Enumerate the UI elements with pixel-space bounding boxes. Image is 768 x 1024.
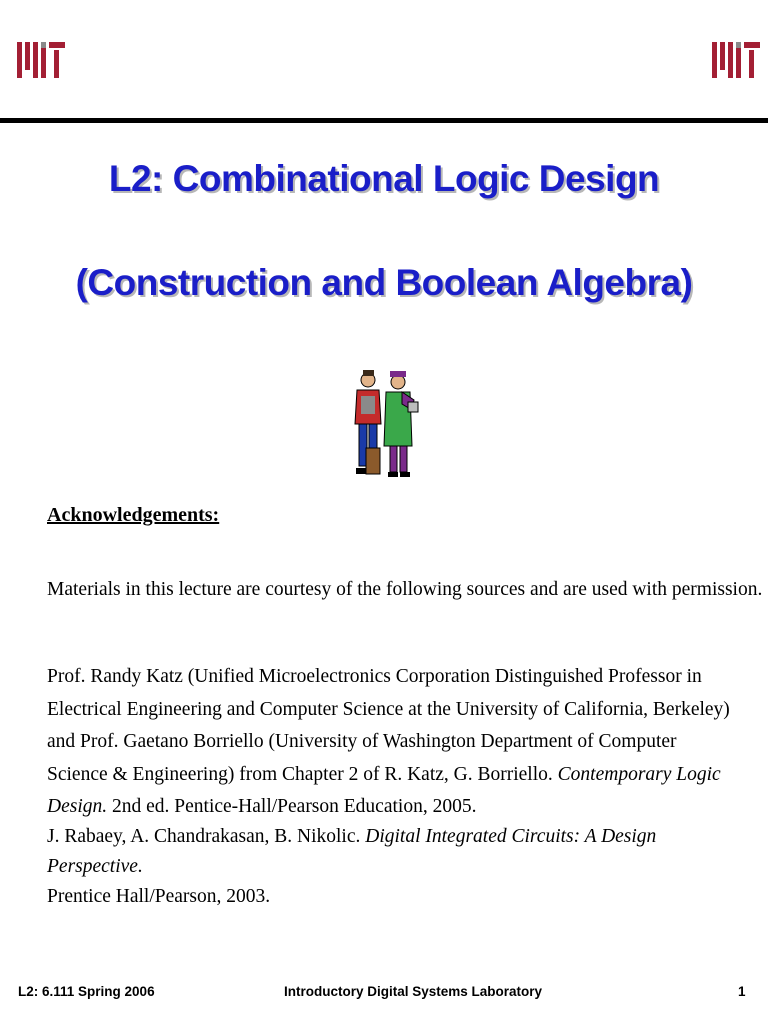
citation-text: Prof. Randy Katz (Unified Microelectronics Corporation Distinguished Professor in Electrical Engineering and Computer Science at the University of California, Berkeley) and Prof. Gaetano Borriello (University of Washington Department of Computer Science & Engineering) from Chapter 2 of R. Katz, G. Borriello. <box>47 666 730 785</box>
mit-logo-icon <box>17 42 65 78</box>
footer-course: L2: 6.111 Spring 2006 <box>18 984 155 999</box>
book-title: Digital Integrated Circuits: A Design Perspective. <box>47 826 657 877</box>
citation-authors: J. Rabaey, A. Chandrakasan, B. Nikolic. <box>47 826 366 847</box>
book-title: Contemporary Logic Design. <box>47 763 721 817</box>
citation-publisher: 2nd ed. Pentice-Hall/Pearson Education, 2005. <box>107 796 477 817</box>
header-rule <box>0 118 768 123</box>
citation-publisher: Prentice Hall/Pearson, 2003. <box>47 886 271 907</box>
slide-subtitle: (Construction and Boolean Algebra) <box>75 262 693 303</box>
two-scholars-illustration-icon <box>352 368 420 480</box>
source-citation-katz-borriello <box>47 661 737 824</box>
mit-logo-icon <box>712 42 760 78</box>
acknowledgements-intro: Materials in this lecture are courtesy of the following sources and are used with permission. <box>47 579 763 600</box>
source-citation-rabaey <box>47 822 737 912</box>
page-number: 1 <box>738 984 746 999</box>
footer-lab-name: Introductory Digital Systems Laboratory <box>284 984 543 999</box>
acknowledgements-heading: Acknowledgements: <box>47 504 220 526</box>
slide-title: L2: Combinational Logic Design <box>108 158 660 199</box>
